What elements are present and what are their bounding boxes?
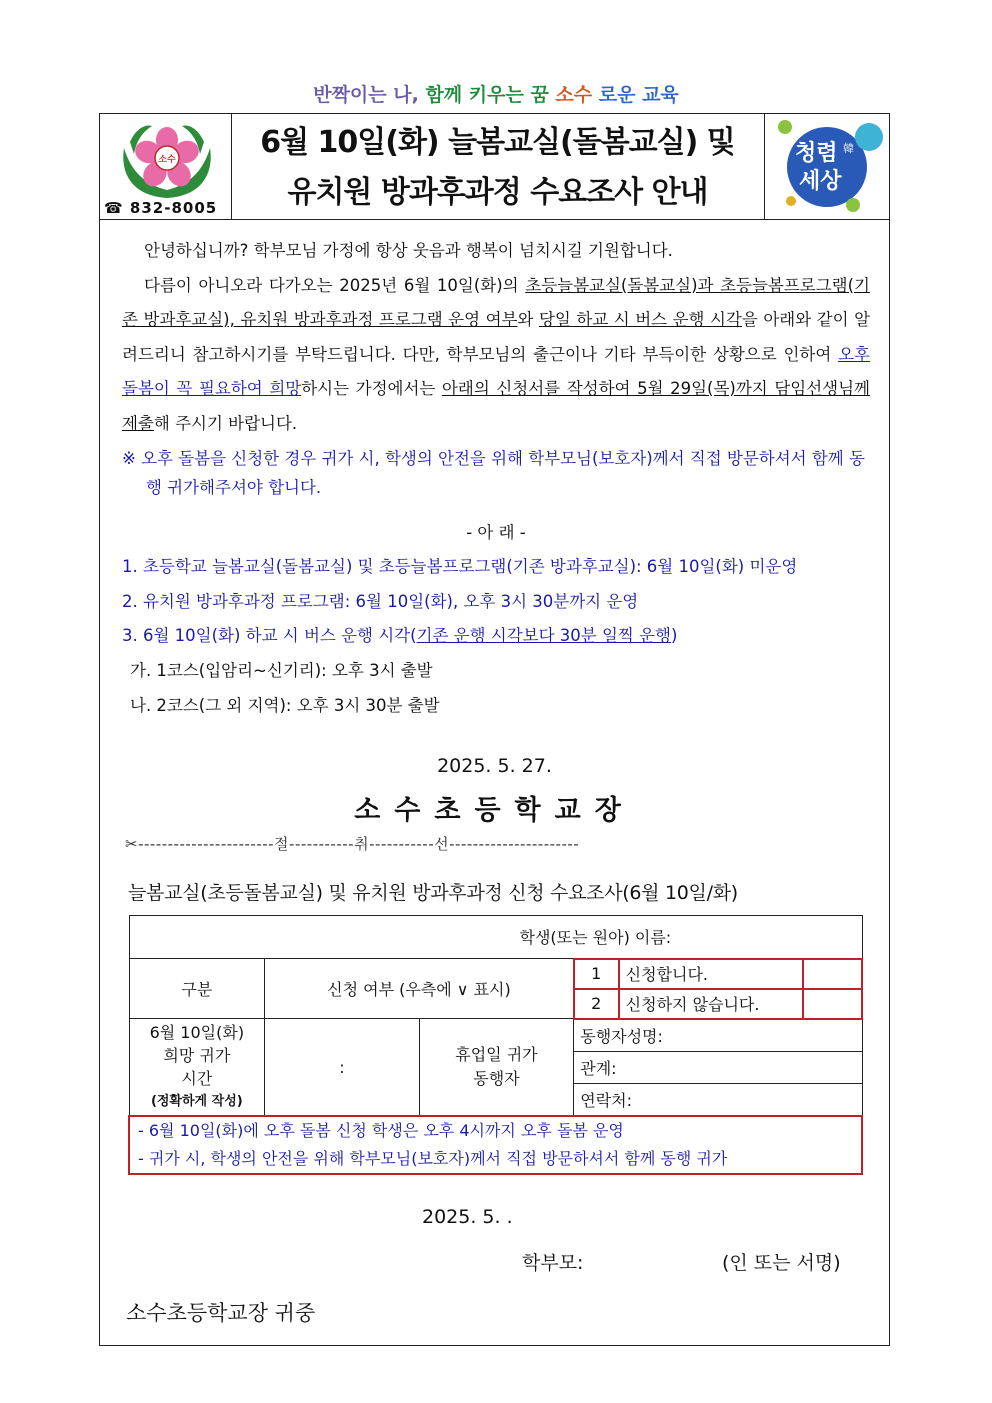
- form-note-1: - 6월 10일(화)에 오후 돌봄 신청 학생은 오후 4시까지 오후 돌봄 운영: [138, 1121, 624, 1140]
- header: [100, 114, 889, 220]
- slogan-part4: 로운 교육: [592, 84, 679, 106]
- p2-text-e: 해 주시기 바랍니다.: [153, 413, 298, 433]
- relation-field[interactable]: 관계:: [574, 1051, 862, 1083]
- p2-text-a: 다름이 아니오라 다가오는 2025년 6월 10일(화)의: [144, 275, 526, 295]
- companion-label-2: 동행자: [473, 1069, 520, 1088]
- item3-underline: 기존 운행 시각보다 30분 일찍 운행: [416, 626, 671, 646]
- item3-text-b: ): [670, 626, 678, 646]
- school-emblem-icon: [112, 118, 222, 202]
- option2-label: 신청하지 않습니다.: [619, 989, 803, 1019]
- slogan-part2: 함께 키우는 꿈: [418, 84, 549, 106]
- cut-line: ✂-----------------------절-----------취-----------선----------------------: [125, 835, 580, 853]
- document-frame: [99, 113, 890, 1346]
- school-slogan: [0, 80, 992, 107]
- form-title: 늘봄교실(초등돌봄교실) 및 유치원 방과후과정 신청 수요조사(6월 10일/화): [128, 882, 738, 904]
- p2-underline-3: 오후 돌봄이 꼭 필요하여 희망: [122, 344, 870, 399]
- notice-item-3: [122, 619, 870, 654]
- notice-item-1: 1. 초등학교 늘봄교실(돌봄교실) 및 초등늘봄프로그램(기존 방과후교실): 6월 10일(화) 미운영: [122, 557, 798, 577]
- p2-text-d: 하시는 가정에서는: [301, 379, 442, 399]
- contact-field[interactable]: 연락처:: [574, 1083, 862, 1116]
- page-title-line2: 유치원 방과후과정 수요조사 안내: [287, 175, 708, 210]
- principal-title: 소수초등학교장: [354, 795, 635, 826]
- addressee: 소수초등학교장 귀중: [126, 1301, 316, 1325]
- integrity-badge-cell: [764, 114, 890, 219]
- companion-label-1: 휴업일 귀가: [455, 1045, 538, 1064]
- notice-date: 2025. 5. 27.: [437, 755, 552, 777]
- badge-small: 韓: [843, 142, 854, 155]
- phone-number: ☎ 832-8005: [104, 199, 218, 217]
- slogan-part1: 반짝이는 나,: [313, 84, 419, 106]
- return-time-label: [129, 1019, 265, 1117]
- safety-note: ※ 오후 돌봄을 신청한 경우 귀가 시, 학생의 안전을 위해 학부모님(보호자)께서 직접 방문하셔서 함께 동행 귀가해주셔야 합니다.: [122, 448, 865, 497]
- form-date: 2025. 5. .: [422, 1206, 513, 1228]
- option2-number: 2: [574, 989, 619, 1019]
- slogan-part3: 소수: [548, 84, 593, 106]
- title-cell: [231, 114, 764, 219]
- student-name-field[interactable]: [129, 916, 862, 959]
- item3-text-a: 3. 6월 10일(화) 하교 시 버스 운행 시각(: [122, 626, 417, 646]
- category-label: 구분: [129, 959, 265, 1019]
- time-label-4: (정확하게 작성): [150, 1094, 243, 1109]
- time-label-3: 시간: [181, 1069, 213, 1088]
- letter-body: [122, 234, 870, 723]
- p2-text-b: 와: [517, 310, 539, 330]
- option1-number: 1: [574, 959, 619, 989]
- apply-label: 신청 여부 (우측에 ∨ 표시): [265, 959, 574, 1019]
- p2-underline-2: 당일 하교 시 버스 운행 시각: [538, 310, 742, 330]
- below-heading: - 아 래 -: [466, 522, 526, 542]
- form-notes: [129, 1116, 862, 1174]
- svg-text:소수: 소수: [158, 155, 176, 165]
- option1-check-box[interactable]: [803, 959, 862, 989]
- bus-course-2: 나. 2코스(그 외 지역): 오후 3시 30분 출발: [130, 695, 440, 715]
- page-title-line1: 6월 10일(화) 늘봄교실(돌봄교실) 및: [260, 125, 735, 160]
- return-time-field[interactable]: :: [265, 1019, 420, 1117]
- option2-check-box[interactable]: [803, 989, 862, 1019]
- p2-underline-1: 초등늘봄교실(돌봄교실)과 초등늘봄프로그램(기존 방과후교실), 유치원 방과후과정 프로그램 운영 여부: [122, 275, 870, 330]
- parent-label: 학부모:: [522, 1252, 584, 1274]
- companion-name-field[interactable]: 동행자성명:: [574, 1019, 862, 1052]
- bus-course-1: 가. 1코스(입암리~신기리): 오후 3시 출발: [130, 660, 433, 680]
- school-logo-cell: [100, 114, 232, 219]
- student-name-label: 학생(또는 원아) 이름:: [519, 928, 672, 948]
- time-label-1: 6월 10일(화): [149, 1023, 245, 1042]
- p2-underline-4: 아래의 신청서를 작성하여 5월 29일(목)까지 담임선생님께 제출: [122, 379, 870, 433]
- form-note-2: - 귀가 시, 학생의 안전을 위해 학부모님(보호자)께서 직접 방문하셔서 함께 동행 귀가: [138, 1149, 728, 1168]
- signature-label: (인 또는 서명): [722, 1252, 841, 1274]
- p2-text-c: 을 아래와 같이 알려드리니 참고하시기를 부탁드립니다. 다만, 학부모님의 출근이나 기타 부득이한 상황으로 인하여: [122, 310, 871, 364]
- application-form: [128, 915, 863, 1175]
- companion-label: [419, 1019, 574, 1117]
- time-label-2: 희망 귀가: [163, 1046, 231, 1065]
- option1-label: 신청합니다.: [619, 959, 803, 989]
- greeting: 안녕하십니까? 학부모님 가정에 항상 웃음과 행복이 넘치시길 기원합니다.: [144, 241, 673, 260]
- main-paragraph: [122, 269, 870, 442]
- badge-text2: 세상: [799, 169, 842, 194]
- notice-item-2: 2. 유치원 방과후과정 프로그램: 6월 10일(화), 오후 3시 30분까지 운영: [122, 591, 639, 611]
- badge-text1: 청렴: [795, 141, 838, 166]
